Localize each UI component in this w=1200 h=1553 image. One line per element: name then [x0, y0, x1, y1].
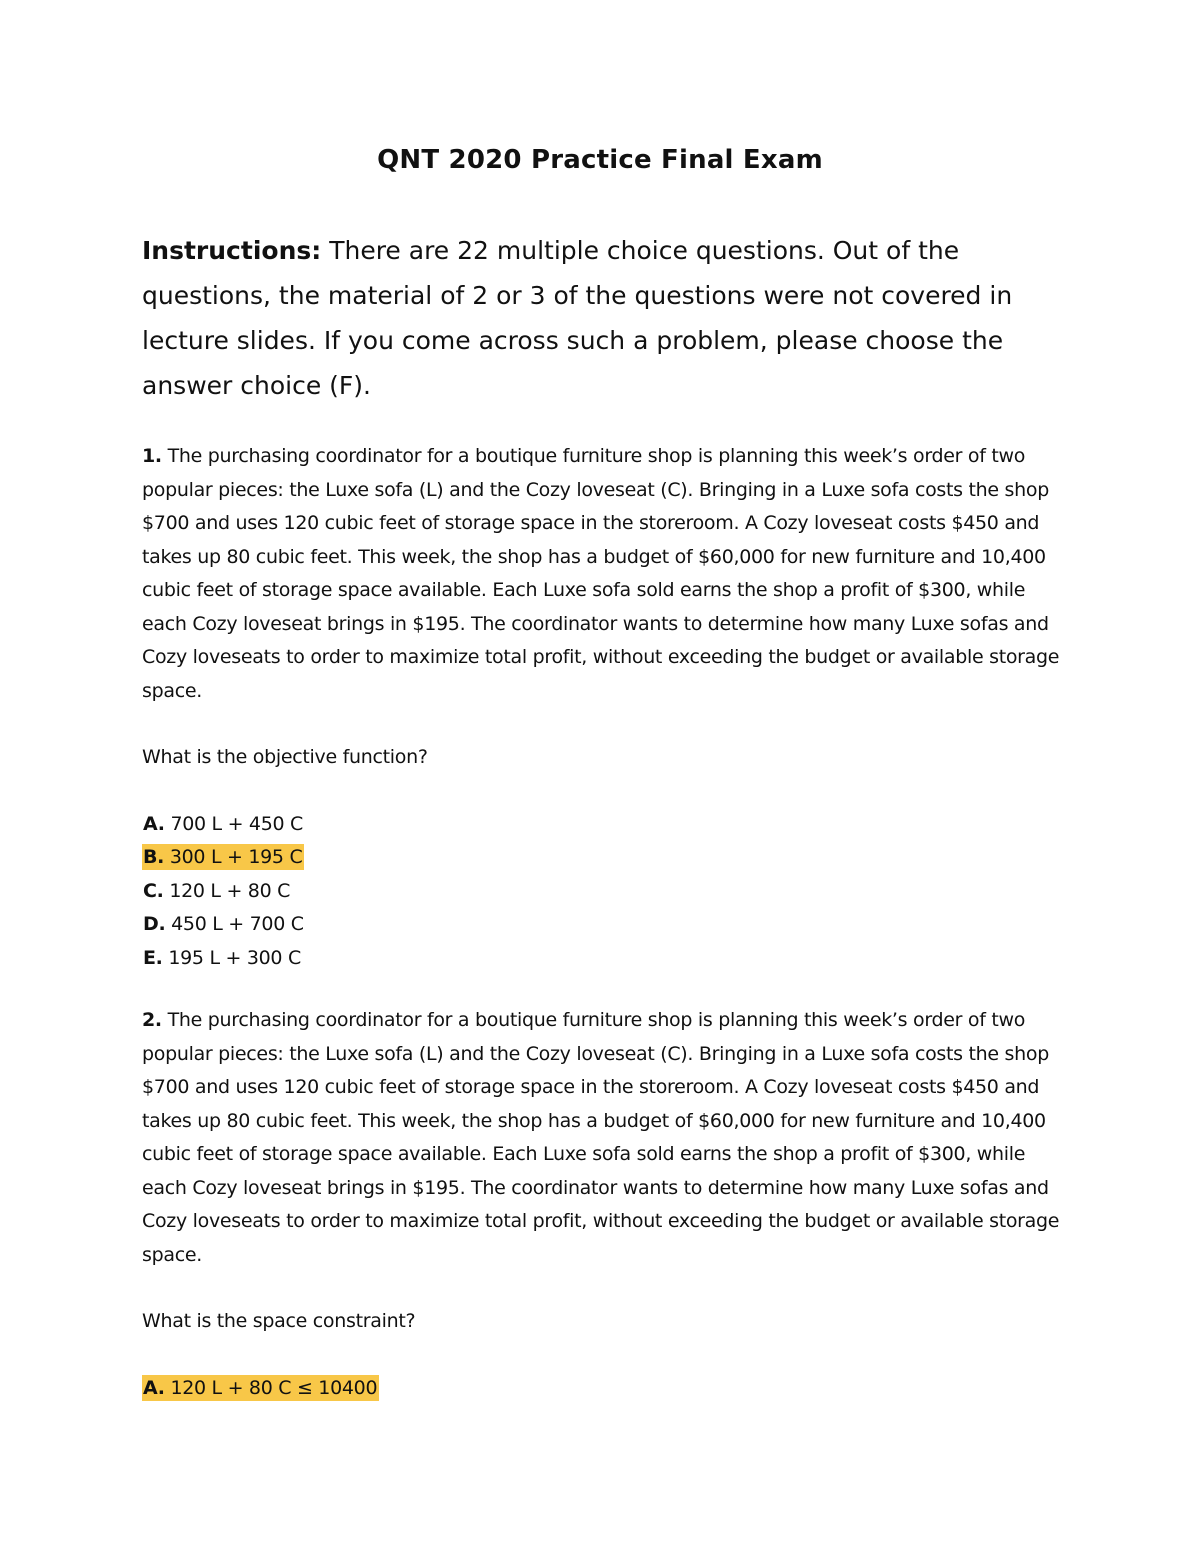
option-text: 300 L + 195 C — [169, 846, 303, 868]
question-2-text — [142, 1004, 1062, 1272]
answer-option-content-highlighted — [142, 1375, 379, 1401]
question-1-options — [142, 808, 1062, 976]
answer-option[interactable] — [142, 841, 1062, 875]
question-2-body: The purchasing coordinator for a boutique furniture shop is planning this week’s order of two popular pieces: the Luxe sofa (L) and the Cozy loveseat (C). Bringing in a Luxe sofa costs the shop $700 and uses 120 cubic feet of storage space in the storeroom. A Cozy loveseat costs $450 and takes up 80 cubic feet. This week, the shop has a budget of $60,000 for new furniture and 10,400 cubic feet of storage space available. Each Luxe sofa sold earns the shop a profit of $300, while each Cozy loveseat brings in $195. The coordinator wants to determine how many Luxe sofas and Cozy loveseats to order to maximize total profit, without exceeding the budget or available storage space. — [142, 1009, 1060, 1266]
answer-option-content — [142, 911, 306, 937]
question-1-text — [142, 440, 1062, 708]
page-title: QNT 2020 Practice Final Exam — [377, 145, 823, 175]
question-1-body: The purchasing coordinator for a boutique furniture shop is planning this week’s order of two popular pieces: the Luxe sofa (L) and the Cozy loveseat (C). Bringing in a Luxe sofa costs the shop $700 and uses 120 cubic feet of storage space in the storeroom. A Cozy loveseat costs $450 and takes up 80 cubic feet. This week, the shop has a budget of $60,000 for new furniture and 10,400 cubic feet of storage space available. Each Luxe sofa sold earns the shop a profit of $300, while each Cozy loveseat brings in $195. The coordinator wants to determine how many Luxe sofas and Cozy loveseats to order to maximize total profit, without exceeding the budget or available storage space. — [142, 445, 1060, 702]
question-1-number: 1. — [142, 445, 162, 467]
question-1 — [142, 440, 1062, 975]
question-2-number: 2. — [142, 1009, 162, 1031]
option-letter: A. — [143, 1376, 165, 1399]
answer-option[interactable] — [142, 908, 1062, 942]
question-2 — [142, 1004, 1062, 1405]
answer-option[interactable] — [142, 1372, 1062, 1406]
answer-option-content — [142, 878, 292, 904]
option-letter: B. — [143, 846, 165, 868]
option-letter: E. — [143, 946, 163, 969]
option-text: 195 L + 300 C — [168, 946, 301, 969]
option-text: 120 L + 80 C — [169, 879, 291, 902]
answer-option-content-highlighted — [142, 844, 304, 870]
answer-option[interactable] — [142, 875, 1062, 909]
option-text: 700 L + 450 C — [170, 812, 303, 835]
answer-option[interactable] — [142, 942, 1062, 976]
instructions-label: Instructions: — [142, 236, 322, 265]
question-2-prompt: What is the space constraint? — [142, 1310, 416, 1332]
option-text: 120 L + 80 C ≤ 10400 — [170, 1376, 378, 1399]
question-1-prompt: What is the objective function? — [142, 746, 428, 768]
instructions — [142, 228, 1072, 408]
question-2-options — [142, 1372, 1062, 1406]
option-text: 450 L + 700 C — [171, 913, 304, 935]
answer-option[interactable] — [142, 808, 1062, 842]
answer-option-content — [142, 811, 305, 837]
option-letter: C. — [143, 879, 164, 902]
option-letter: A. — [143, 812, 165, 835]
answer-option-content — [142, 945, 303, 971]
instructions-text: There are 22 multiple choice questions. Out of the questions, the material of 2 or 3 of the questions were not covered in lecture slides. If you come across such a problem, please choose the answer choice (F). — [142, 236, 1013, 400]
option-letter: D. — [143, 913, 166, 935]
